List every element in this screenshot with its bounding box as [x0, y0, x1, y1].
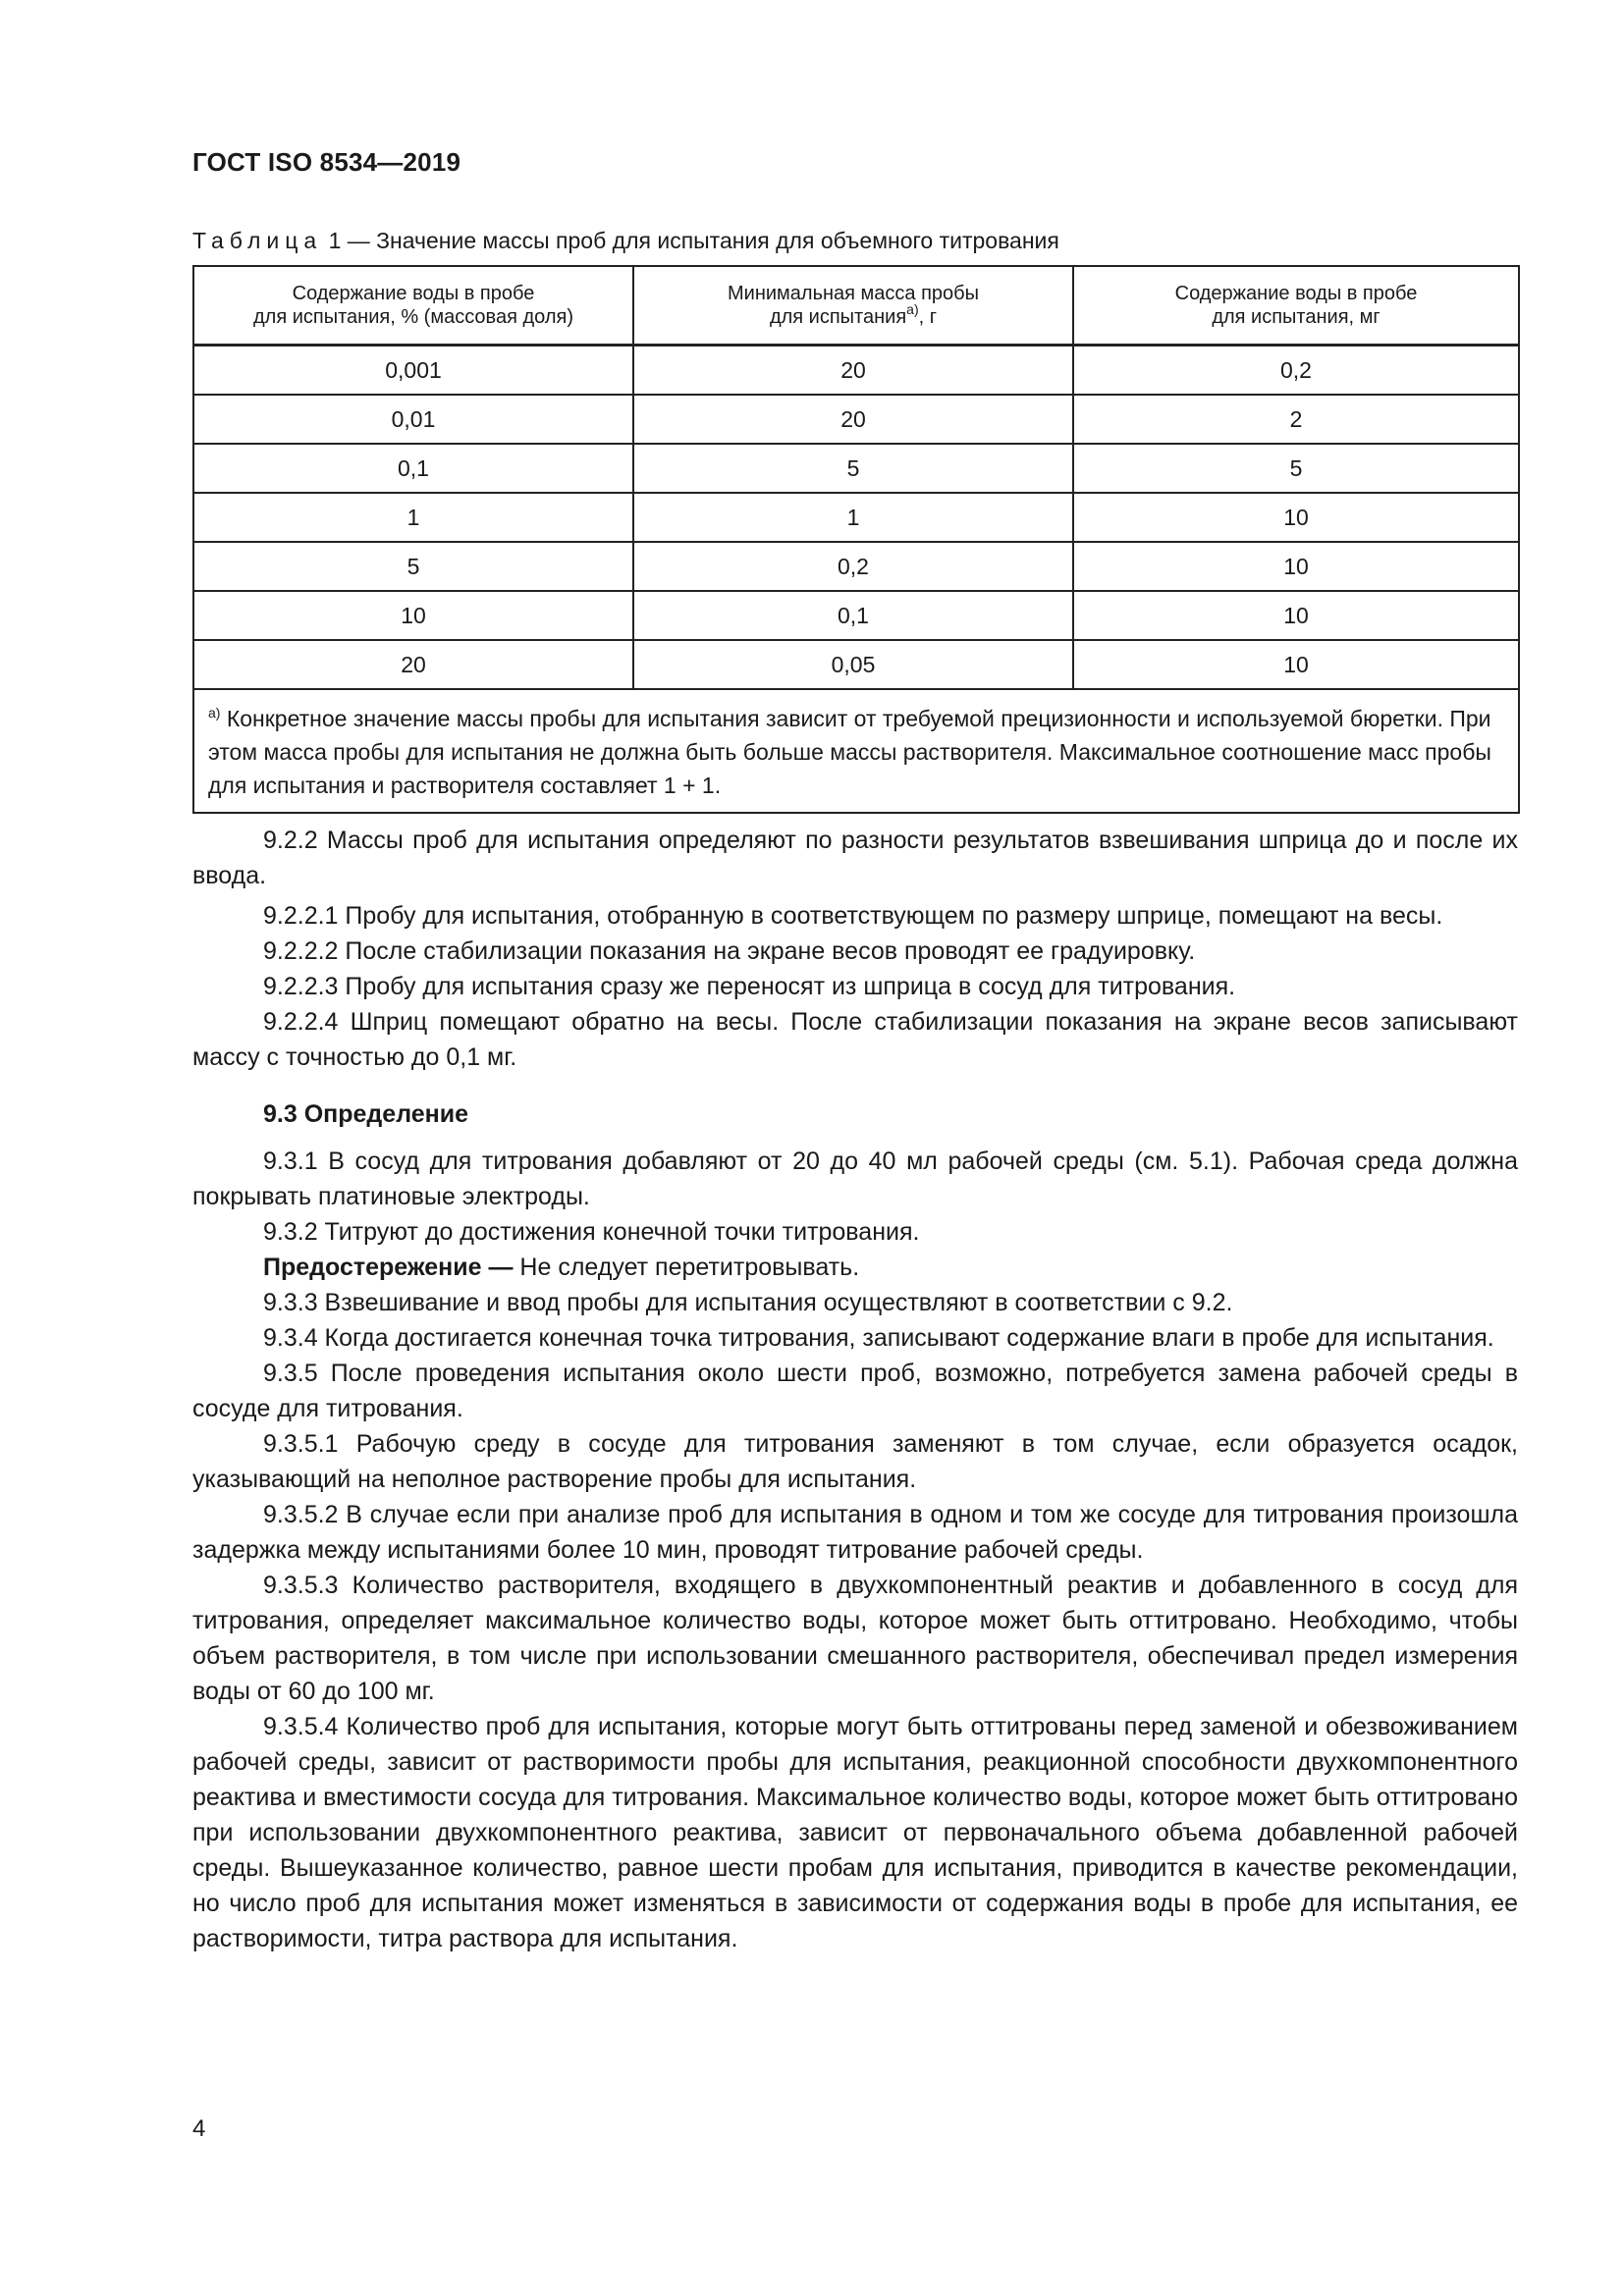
- paragraph-9-2-2: 9.2.2 Массы проб для испытания определяют по разности результатов взвешивания шприца до и после их ввода.: [192, 827, 1518, 889]
- paragraph-9-2-2-4: 9.2.2.4 Шприц помещают обратно на весы. После стабилизации показания на экране весов записывают массу с точностью до 0,1 мг.: [192, 1008, 1518, 1071]
- paragraph-9-3-5: 9.3.5 После проведения испытания около шести проб, возможно, потребуется замена рабочей среды в сосуде для титрования.: [192, 1360, 1518, 1422]
- table-cell: 10: [1073, 542, 1519, 591]
- table-row: [193, 493, 1519, 542]
- table-cell: 20: [633, 346, 1073, 396]
- table-cell: 10: [1073, 591, 1519, 640]
- paragraph-9-2-2-3: 9.2.2.3 Пробу для испытания сразу же переносят из шприца в сосуд для титрования.: [263, 973, 1236, 1000]
- table-footnote-row: [193, 689, 1519, 813]
- table-cell: 20: [193, 640, 633, 689]
- paragraph-9-3-2: 9.3.2 Титруют до достижения конечной точки титрования.: [263, 1218, 920, 1246]
- paragraph-9-3-3: 9.3.3 Взвешивание и ввод пробы для испытания осуществляют в соответствии с 9.2.: [263, 1289, 1233, 1316]
- table-row: [193, 591, 1519, 640]
- table-cell: 0,1: [633, 591, 1073, 640]
- table-cell: 2: [1073, 395, 1519, 444]
- paragraph-9-3-5-1: 9.3.5.1 Рабочую среду в сосуде для титрования заменяют в том случае, если образуется осадок, указывающий на неполное растворение пробы для испытания.: [192, 1430, 1518, 1493]
- table-cell: 0,1: [193, 444, 633, 493]
- table-cell: 10: [193, 591, 633, 640]
- paragraph-9-3-5-4: 9.3.5.4 Количество проб для испытания, которые могут быть оттитрованы перед заменой и обезвоживанием рабочей среды, зависит от растворимости пробы для испытания, реакционной способности двухкомпонентного реактива и вместимости сосуда для титрования. Максимальное количество воды, которое может быть оттитровано при использовании двухкомпонентного реактива, зависит от первоначального объема добавленной рабочей среды. Вышеуказанное количество, равное шести пробам для испытания, приводится в качестве рекомендации, но число проб для испытания может изменяться в зависимости от содержания воды в пробе для испытания, ее растворимости, титра раствора для испытания.: [192, 1713, 1518, 1952]
- paragraph-9-3-5-3: 9.3.5.3 Количество растворителя, входящего в двухкомпонентный реактив и добавленного в сосуд для титрования, определяет максимальное количество воды, которое может быть оттитровано. Необходимо, чтобы объем растворителя, в том числе при использовании смешанного растворителя, обеспечивал предел измерения воды от 60 до 100 мг.: [192, 1572, 1518, 1705]
- table-cell: 5: [633, 444, 1073, 493]
- table-footnote: [193, 689, 1519, 813]
- table-cell: 0,01: [193, 395, 633, 444]
- paragraph-9-3-1: 9.3.1 В сосуд для титрования добавляют от 20 до 40 мл рабочей среды (см. 5.1). Рабочая среда должна покрывать платиновые электроды.: [192, 1148, 1518, 1210]
- table-cell: 0,2: [1073, 346, 1519, 396]
- table-cell: 0,2: [633, 542, 1073, 591]
- footnote-text: Конкретное значение массы пробы для испытания зависит от требуемой прецизионности и используемой бюретки. При этом масса пробы для испытания не должна быть больше массы растворителя. Максимальное соотношение масс пробы для испытания и растворителя составляет 1 + 1.: [208, 706, 1491, 798]
- body-text: [192, 823, 1518, 1956]
- table-caption: [192, 228, 1059, 254]
- document-header: ГОСТ ISO 8534—2019: [192, 147, 461, 177]
- table-cell: 10: [1073, 640, 1519, 689]
- sample-mass-table: [192, 265, 1520, 814]
- table-cell: 10: [1073, 493, 1519, 542]
- column-header-min-sample-mass: Минимальная масса пробы для испытания$^{a)}$, г: [633, 266, 1073, 346]
- footnote-mark: a): [208, 705, 221, 721]
- paragraph-9-2-2-2: 9.2.2.2 После стабилизации показания на экране весов проводят ее градуировку.: [263, 937, 1196, 965]
- table-cell: 5: [193, 542, 633, 591]
- table-cell: 0,05: [633, 640, 1073, 689]
- table-row: [193, 640, 1519, 689]
- page-number: 4: [192, 2115, 206, 2142]
- warning-label: Предостережение —: [263, 1254, 514, 1281]
- table-row: [193, 542, 1519, 591]
- paragraph-9-3-4: 9.3.4 Когда достигается конечная точка титрования, записывают содержание влаги в пробе для испытания.: [263, 1324, 1494, 1352]
- column-header-water-content-percent: Содержание воды в пробе для испытания, % (массовая доля): [193, 266, 633, 346]
- paragraph-9-2-2-1: 9.2.2.1 Пробу для испытания, отобранную в соответствующем по размеру шприце, помещают на весы.: [263, 902, 1443, 930]
- footnote-ref: a): [906, 301, 919, 317]
- warning-note: [192, 1250, 1518, 1285]
- table-row: [193, 346, 1519, 396]
- table-cell: 20: [633, 395, 1073, 444]
- table-cell: 5: [1073, 444, 1519, 493]
- table-cell: 1: [633, 493, 1073, 542]
- column-header-water-content-mg: Содержание воды в пробе для испытания, мг: [1073, 266, 1519, 346]
- table-cell: 0,001: [193, 346, 633, 396]
- paragraph-9-3-5-2: 9.3.5.2 В случае если при анализе проб для испытания в одном и том же сосуде для титрования произошла задержка между испытаниями более 10 мин, проводят титрование рабочей среды.: [192, 1501, 1518, 1564]
- table-row: [193, 444, 1519, 493]
- table-caption-label: Таблица: [192, 228, 323, 253]
- table-cell: 1: [193, 493, 633, 542]
- table-caption-text: 1 — Значение массы проб для испытания для объемного титрования: [322, 228, 1059, 253]
- section-heading-9-3: 9.3 Определение: [263, 1100, 469, 1128]
- table-row: [193, 395, 1519, 444]
- warning-text: Не следует перетитровывать.: [513, 1254, 860, 1281]
- table-header-row: [193, 266, 1519, 346]
